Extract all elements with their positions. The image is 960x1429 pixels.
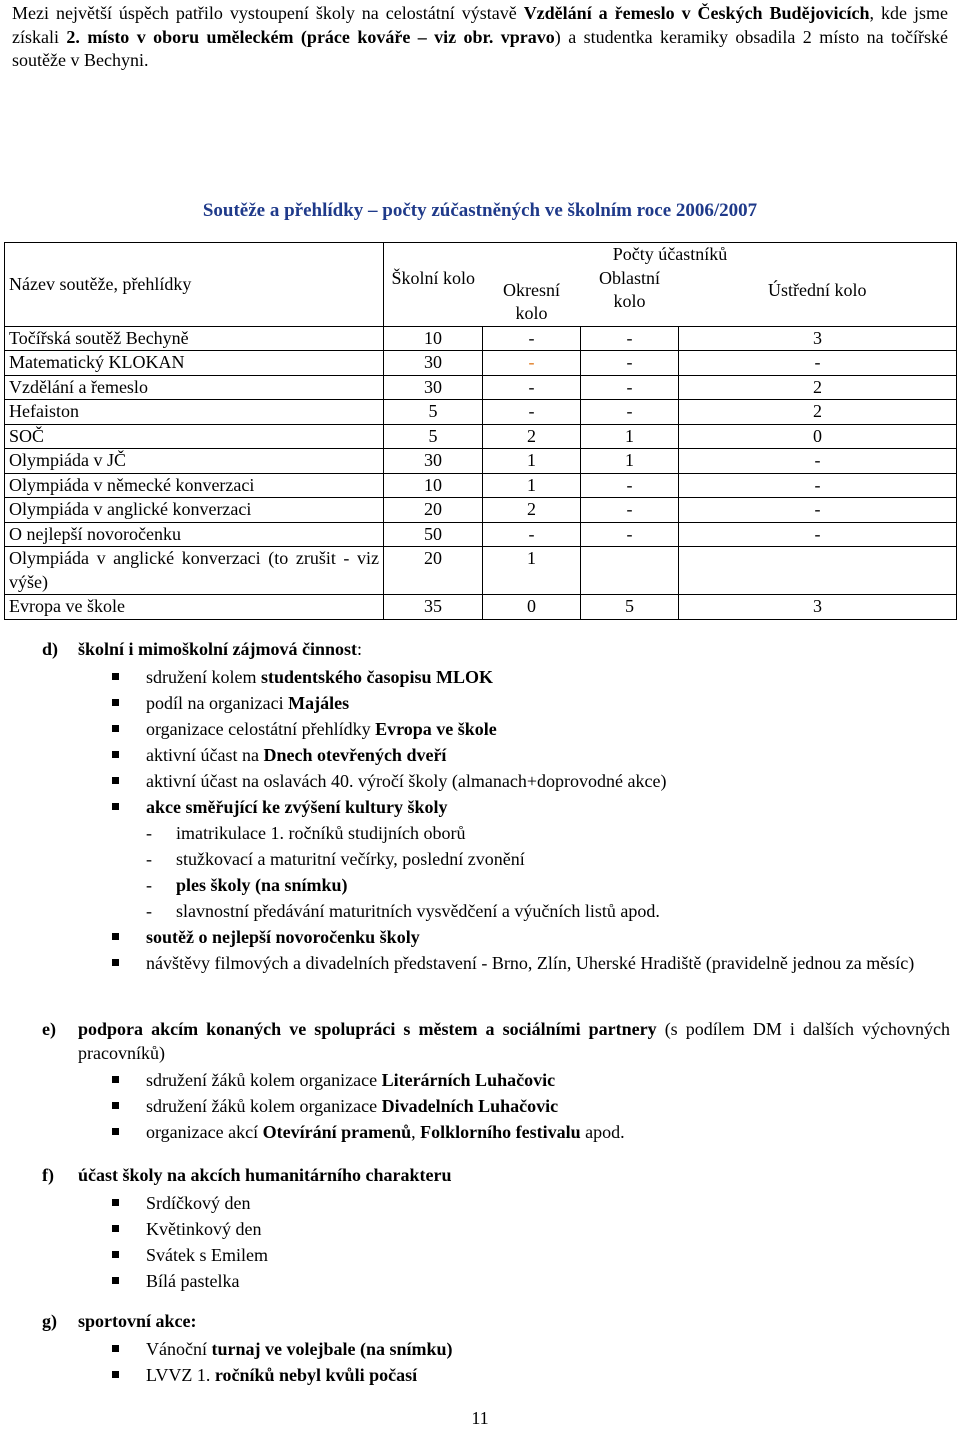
- sub-list-item: - imatrikulace 1. ročníků studijních oborů: [42, 820, 950, 846]
- row-name: Točířská soutěž Bechyně: [5, 326, 384, 351]
- cell-oblastni: -: [581, 351, 679, 376]
- row-name: O nejlepší novoročenku: [5, 522, 384, 547]
- list-item: Svátek s Emilem: [42, 1242, 950, 1268]
- row-name: SOČ: [5, 424, 384, 449]
- cell-oblastni: 1: [581, 424, 679, 449]
- list-item: sdružení žáků kolem organizace Literárních Luhačovic: [42, 1067, 950, 1093]
- cell-skolni: 30: [384, 449, 483, 474]
- cell-oblastni: -: [581, 522, 679, 547]
- section-label: f): [42, 1165, 54, 1185]
- cell-ustredni: -: [679, 522, 957, 547]
- cell-skolni: 20: [384, 547, 483, 595]
- list-item: organizace akcí Otevírání pramenů, Folklorního festivalu apod.: [42, 1119, 950, 1145]
- header-col-ustredni: Ústřední kolo: [679, 267, 957, 327]
- cell-okresni: 1: [483, 547, 581, 595]
- square-bullet-icon: [112, 1102, 119, 1109]
- list-item: sdružení žáků kolem organizace Divadelních Luhačovic: [42, 1093, 950, 1119]
- row-name: Olympiáda v JČ: [5, 449, 384, 474]
- sub-list-item: - slavnostní předávání maturitních vysvědčení a výučních listů apod.: [42, 898, 950, 924]
- competitions-table: [4, 242, 957, 620]
- cell-ustredni: -: [679, 473, 957, 498]
- header-col-oblastni: Oblastní kolo: [581, 267, 679, 327]
- section-heading: účast školy na akcích humanitárního charakteru: [78, 1165, 452, 1185]
- cell-okresni: -: [483, 326, 581, 351]
- table-row: [5, 351, 957, 376]
- cell-okresni: 1: [483, 449, 581, 474]
- list-item: Květinkový den: [42, 1216, 950, 1242]
- square-bullet-icon: [112, 1251, 119, 1258]
- dash-marker: -: [146, 848, 152, 869]
- cell-ustredni: 2: [679, 400, 957, 425]
- square-bullet-icon: [112, 803, 119, 810]
- square-bullet-icon: [112, 1225, 119, 1232]
- header-col-skolni: Školní kolo: [384, 267, 483, 327]
- section-d-list: [42, 664, 950, 978]
- table-row: [5, 326, 957, 351]
- square-bullet-icon: [112, 1345, 119, 1352]
- intro-bold: Vzdělání a řemeslo v Českých Budějovicích: [523, 3, 870, 23]
- intro-paragraph: [12, 2, 948, 73]
- cell-ustredni: [679, 547, 957, 595]
- table-title: Soutěže a přehlídky – počty zúčastněných ve školním roce 2006/2007: [202, 200, 758, 221]
- table-row: [5, 498, 957, 523]
- square-bullet-icon: [112, 1371, 119, 1378]
- table-row: [5, 522, 957, 547]
- header-col-okresni: Okresní kolo: [483, 267, 581, 327]
- row-name: Olympiáda v německé konverzaci: [5, 473, 384, 498]
- cell-ustredni: -: [679, 449, 957, 474]
- dash-marker: -: [146, 900, 152, 921]
- section-f-list: [42, 1190, 950, 1294]
- cell-oblastni: [581, 547, 679, 595]
- square-bullet-icon: [112, 933, 119, 940]
- list-item: Vánoční turnaj ve volejbale (na snímku): [42, 1336, 950, 1362]
- list-item: aktivní účast na oslavách 40. výročí školy (almanach+doprovodné akce): [42, 768, 950, 794]
- page-number: 11: [471, 1408, 489, 1428]
- cell-oblastni: -: [581, 473, 679, 498]
- square-bullet-icon: [112, 1128, 119, 1135]
- cell-ustredni: 3: [679, 595, 957, 620]
- intro-text: Mezi největší úspěch patřilo vystoupení školy na celostátní výstavě: [12, 3, 524, 23]
- section-label: g): [42, 1311, 57, 1331]
- square-bullet-icon: [112, 1076, 119, 1083]
- cell-okresni: 2: [483, 498, 581, 523]
- cell-ustredni: 0: [679, 424, 957, 449]
- cell-oblastni: -: [581, 498, 679, 523]
- table-row: [5, 424, 957, 449]
- intro-text: ) a studentka keramiky obsadila 2 místo na točířské soutěže v Bechyni.: [12, 26, 948, 70]
- intro-text: , kde jsme získali: [12, 3, 948, 47]
- list-item: podíl na organizaci Majáles: [42, 690, 950, 716]
- section-d: [42, 638, 950, 977]
- square-bullet-icon: [112, 751, 119, 758]
- table-row: [5, 595, 957, 620]
- cell-okresni: 0: [483, 595, 581, 620]
- cell-skolni: 10: [384, 473, 483, 498]
- square-bullet-icon: [112, 673, 119, 680]
- section-heading: sportovní akce:: [78, 1311, 197, 1331]
- cell-ustredni: -: [679, 351, 957, 376]
- section-f: [42, 1164, 950, 1294]
- cell-ustredni: 2: [679, 375, 957, 400]
- dash-marker: -: [146, 874, 152, 895]
- section-heading: školní i mimoškolní zájmová činnost:: [78, 639, 363, 659]
- row-name: Vzdělání a řemeslo: [5, 375, 384, 400]
- section-e-list: [42, 1067, 950, 1145]
- section-label: d): [42, 639, 59, 659]
- row-name: Matematický KLOKAN: [5, 351, 384, 376]
- list-item: návštěvy filmových a divadelních představení - Brno, Zlín, Uherské Hradiště (pravidelně jednou za měsíc): [42, 950, 950, 978]
- list-item: aktivní účast na Dnech otevřených dveří: [42, 742, 950, 768]
- cell-skolni: 50: [384, 522, 483, 547]
- table-row: [5, 547, 957, 595]
- cell-skolni: 35: [384, 595, 483, 620]
- table-row: [5, 449, 957, 474]
- list-item: soutěž o nejlepší novoročenku školy: [42, 924, 950, 950]
- cell-okresni: -: [483, 522, 581, 547]
- cell-skolni: 5: [384, 424, 483, 449]
- cell-oblastni: -: [581, 326, 679, 351]
- cell-oblastni: 1: [581, 449, 679, 474]
- cell-okresni: -: [483, 375, 581, 400]
- cell-skolni: 5: [384, 400, 483, 425]
- square-bullet-icon: [112, 1277, 119, 1284]
- section-g-list: [42, 1336, 950, 1388]
- table-row: [5, 400, 957, 425]
- list-item: Bílá pastelka: [42, 1268, 950, 1294]
- section-e: [42, 1018, 950, 1145]
- table-header-row: [5, 243, 957, 267]
- table-row: [5, 473, 957, 498]
- row-name: Olympiáda v anglické konverzaci (to zrušit - viz výše): [5, 547, 384, 595]
- cell-skolni: 10: [384, 326, 483, 351]
- row-name: Hefaiston: [5, 400, 384, 425]
- cell-oblastni: 5: [581, 595, 679, 620]
- square-bullet-icon: [112, 699, 119, 706]
- square-bullet-icon: [112, 777, 119, 784]
- cell-ustredni: 3: [679, 326, 957, 351]
- square-bullet-icon: [112, 959, 119, 966]
- row-name: Evropa ve škole: [5, 595, 384, 620]
- sub-list-item: - stužkovací a maturitní večírky, poslední zvonění: [42, 846, 950, 872]
- header-name: Název soutěže, přehlídky: [5, 243, 384, 327]
- cell-okresni: -: [483, 351, 581, 376]
- section-heading: podpora akcím konaných ve spolupráci s městem a sociálními partnery (s podílem DM i dalších výchovných pracovníků): [78, 1019, 950, 1063]
- square-bullet-icon: [112, 1199, 119, 1206]
- section-g: [42, 1310, 950, 1388]
- list-item: organizace celostátní přehlídky Evropa ve škole: [42, 716, 950, 742]
- cell-ustredni: -: [679, 498, 957, 523]
- section-label: e): [42, 1019, 56, 1039]
- cell-skolni: 30: [384, 351, 483, 376]
- square-bullet-icon: [112, 725, 119, 732]
- cell-oblastni: -: [581, 400, 679, 425]
- cell-okresni: 2: [483, 424, 581, 449]
- dash-marker: -: [146, 822, 152, 843]
- list-item: sdružení kolem studentského časopisu MLOK: [42, 664, 950, 690]
- list-item: akce směřující ke zvýšení kultury školy: [42, 794, 950, 820]
- table-row: [5, 375, 957, 400]
- intro-bold: 2. místo v oboru uměleckém (práce kováře – viz obr. vpravo: [66, 26, 555, 47]
- row-name: Olympiáda v anglické konverzaci: [5, 498, 384, 523]
- list-item: Srdíčkový den: [42, 1190, 950, 1216]
- cell-skolni: 30: [384, 375, 483, 400]
- list-item: LVVZ 1. ročníků nebyl kvůli počasí: [42, 1362, 950, 1388]
- cell-okresni: -: [483, 400, 581, 425]
- header-group: Počty účastníků: [384, 243, 957, 267]
- cell-oblastni: -: [581, 375, 679, 400]
- cell-okresni: 1: [483, 473, 581, 498]
- cell-skolni: 20: [384, 498, 483, 523]
- sub-list-item: - ples školy (na snímku): [42, 872, 950, 898]
